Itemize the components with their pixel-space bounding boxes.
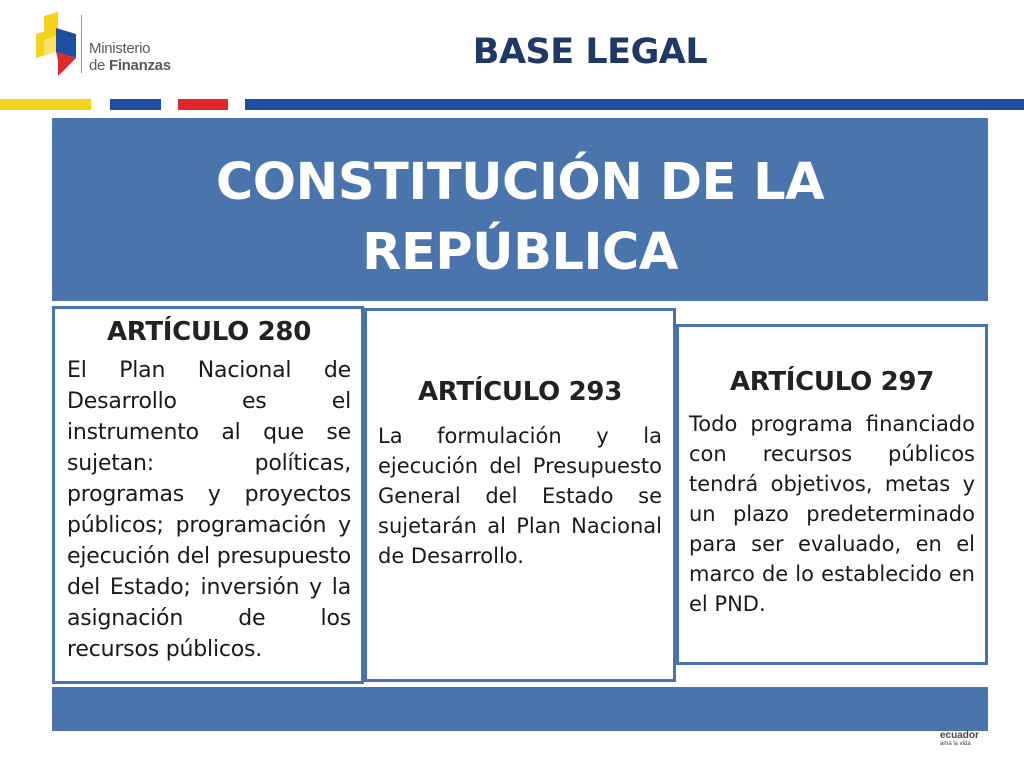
banner-line1: CONSTITUCIÓN DE LA [215, 153, 825, 212]
article-text: El Plan Nacional de Desarrollo es el instrumento al que se sujetan: políticas, programas y proyectos públicos; programación y ejecución del presupuesto del Estado; inversión y la asignación de los recursos públicos. [67, 358, 351, 662]
article-card-297 [676, 324, 988, 665]
article-title: ARTÍCULO 280 [106, 317, 312, 347]
constitution-banner [52, 118, 988, 301]
brand-name: ecuador [940, 730, 979, 741]
footer-bar [52, 687, 988, 731]
brand-tagline: ama la vida [940, 741, 971, 747]
stripe-blue-short [110, 99, 161, 110]
ministry-emblem-icon [34, 12, 78, 76]
article-card-280 [52, 306, 364, 684]
stripe-red [178, 99, 228, 110]
logo-line1: Ministerio [89, 40, 151, 57]
logo-line2: de Finanzas [89, 57, 171, 74]
article-title: ARTÍCULO 293 [417, 377, 623, 407]
ministry-logo [34, 12, 184, 82]
stripe-blue-long [245, 99, 1024, 110]
article-text: La formulación y la ejecución del Presupuesto General del Estado se sujetarán al Plan Nacional de Desarrollo. [378, 424, 662, 568]
banner-line2: REPÚBLICA [362, 223, 678, 282]
article-title: ARTÍCULO 297 [729, 367, 935, 397]
article-card-293 [364, 308, 676, 682]
page-title: BASE LEGAL [472, 32, 708, 72]
stripe-yellow [0, 99, 91, 110]
ecuador-brand-logo [940, 731, 979, 748]
article-text: Todo programa financiado con recursos públicos tendrá objetivos, metas y un plazo predeterminado para ser evaluado, en el marco de lo establecido en el PND. [689, 412, 975, 616]
